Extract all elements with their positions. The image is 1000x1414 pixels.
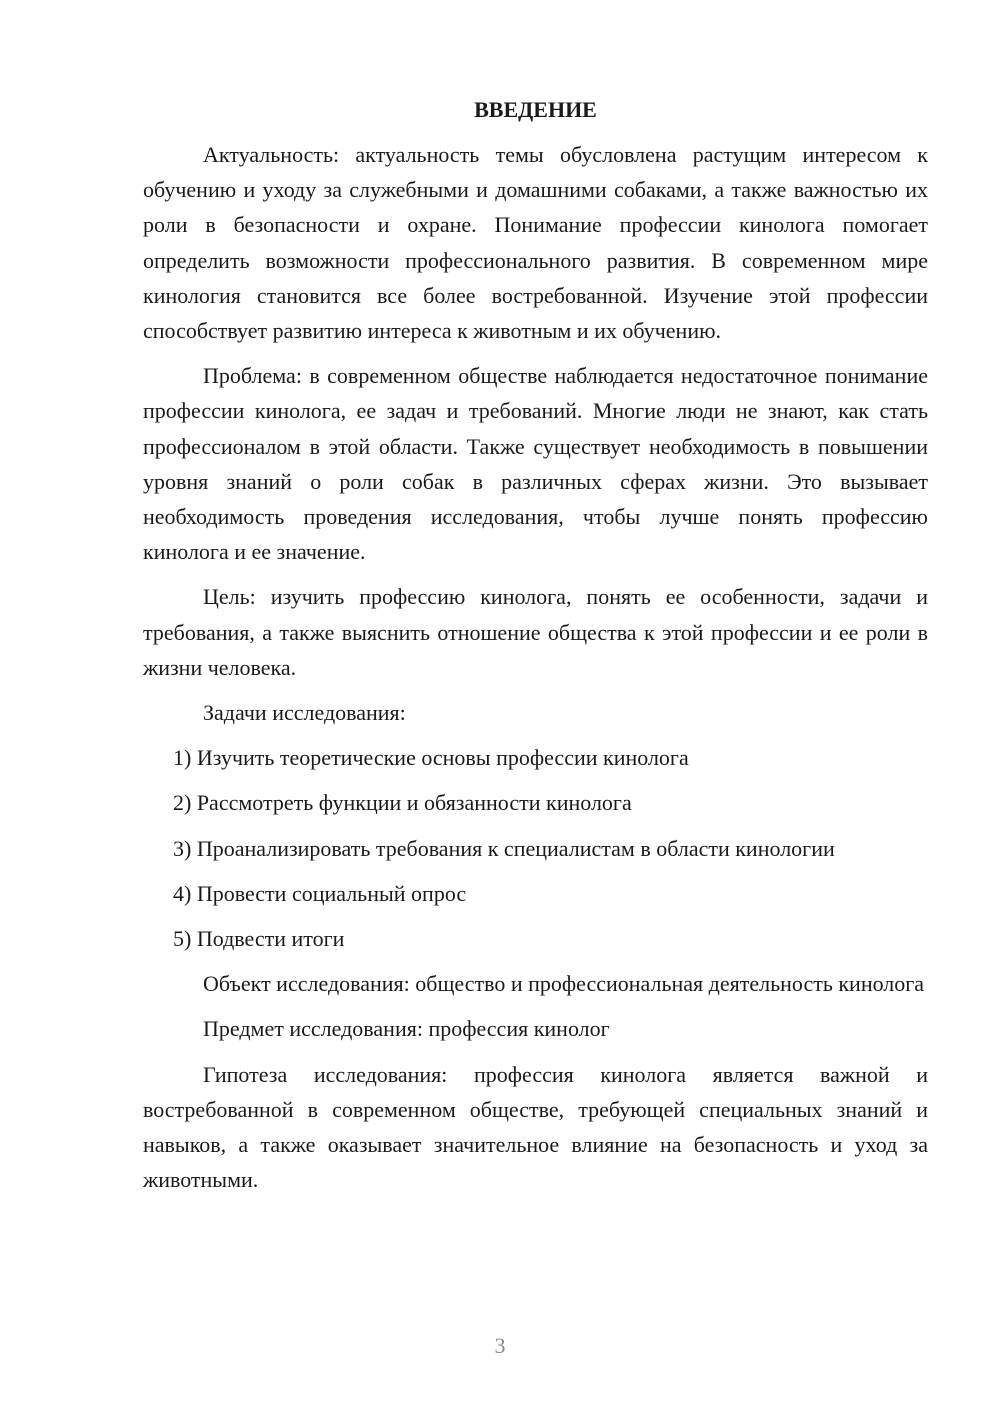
paragraph-goal: Цель: изучить профессию кинолога, понять ее особенности, задачи и требования, а также выяснить отношение общества к этой профессии и ее роли в жизни человека. (143, 584, 928, 680)
document-page (143, 92, 928, 1207)
task-item-3: 3) Проанализировать требования к специалистам в области кинологии (173, 835, 835, 861)
paragraph-relevance: Актуальность: актуальность темы обусловлена растущим интересом к обучению и уходу за служебными и домашними собаками, а также важностью их роли в безопасности и охране. Понимание профессии кинолога помогает определить возможности профессионального развития. В современном мире кинология становится все более востребованной. Изучение этой профессии способствует развитию интереса к животным и их обучению. (143, 142, 928, 344)
tasks-heading: Задачи исследования: (203, 700, 406, 726)
task-item-1: 1) Изучить теоретические основы профессии кинолога (173, 745, 689, 771)
task-item-2: 2) Рассмотреть функции и обязанности кинолога (173, 790, 632, 816)
task-item-4: 4) Провести социальный опрос (173, 880, 467, 906)
document-title: ВВЕДЕНИЕ (474, 97, 597, 122)
paragraph-hypothesis: Гипотеза исследования: профессия кинолога является важной и востребованной в современном обществе, требующей специальных знаний и навыков, а также оказывает значительное влияние на безопасность и уход за животными. (143, 1061, 928, 1193)
task-item-5: 5) Подвести итоги (173, 926, 345, 952)
page-number: 3 (494, 1333, 506, 1358)
paragraph-subject: Предмет исследования: профессия кинолог (203, 1016, 610, 1042)
paragraph-problem: Проблема: в современном обществе наблюдается недостаточное понимание профессии кинолога, ее задач и требований. Многие люди не знают, как стать профессионалом в этой области. Также существует необходимость в повышении уровня знаний о роли собак в различных сферах жизни. Это вызывает необходимость проведения исследования, чтобы лучше понять профессию кинолога и ее значение. (143, 363, 928, 565)
paragraph-object: Объект исследования: общество и профессиональная деятельность кинолога (203, 971, 925, 997)
